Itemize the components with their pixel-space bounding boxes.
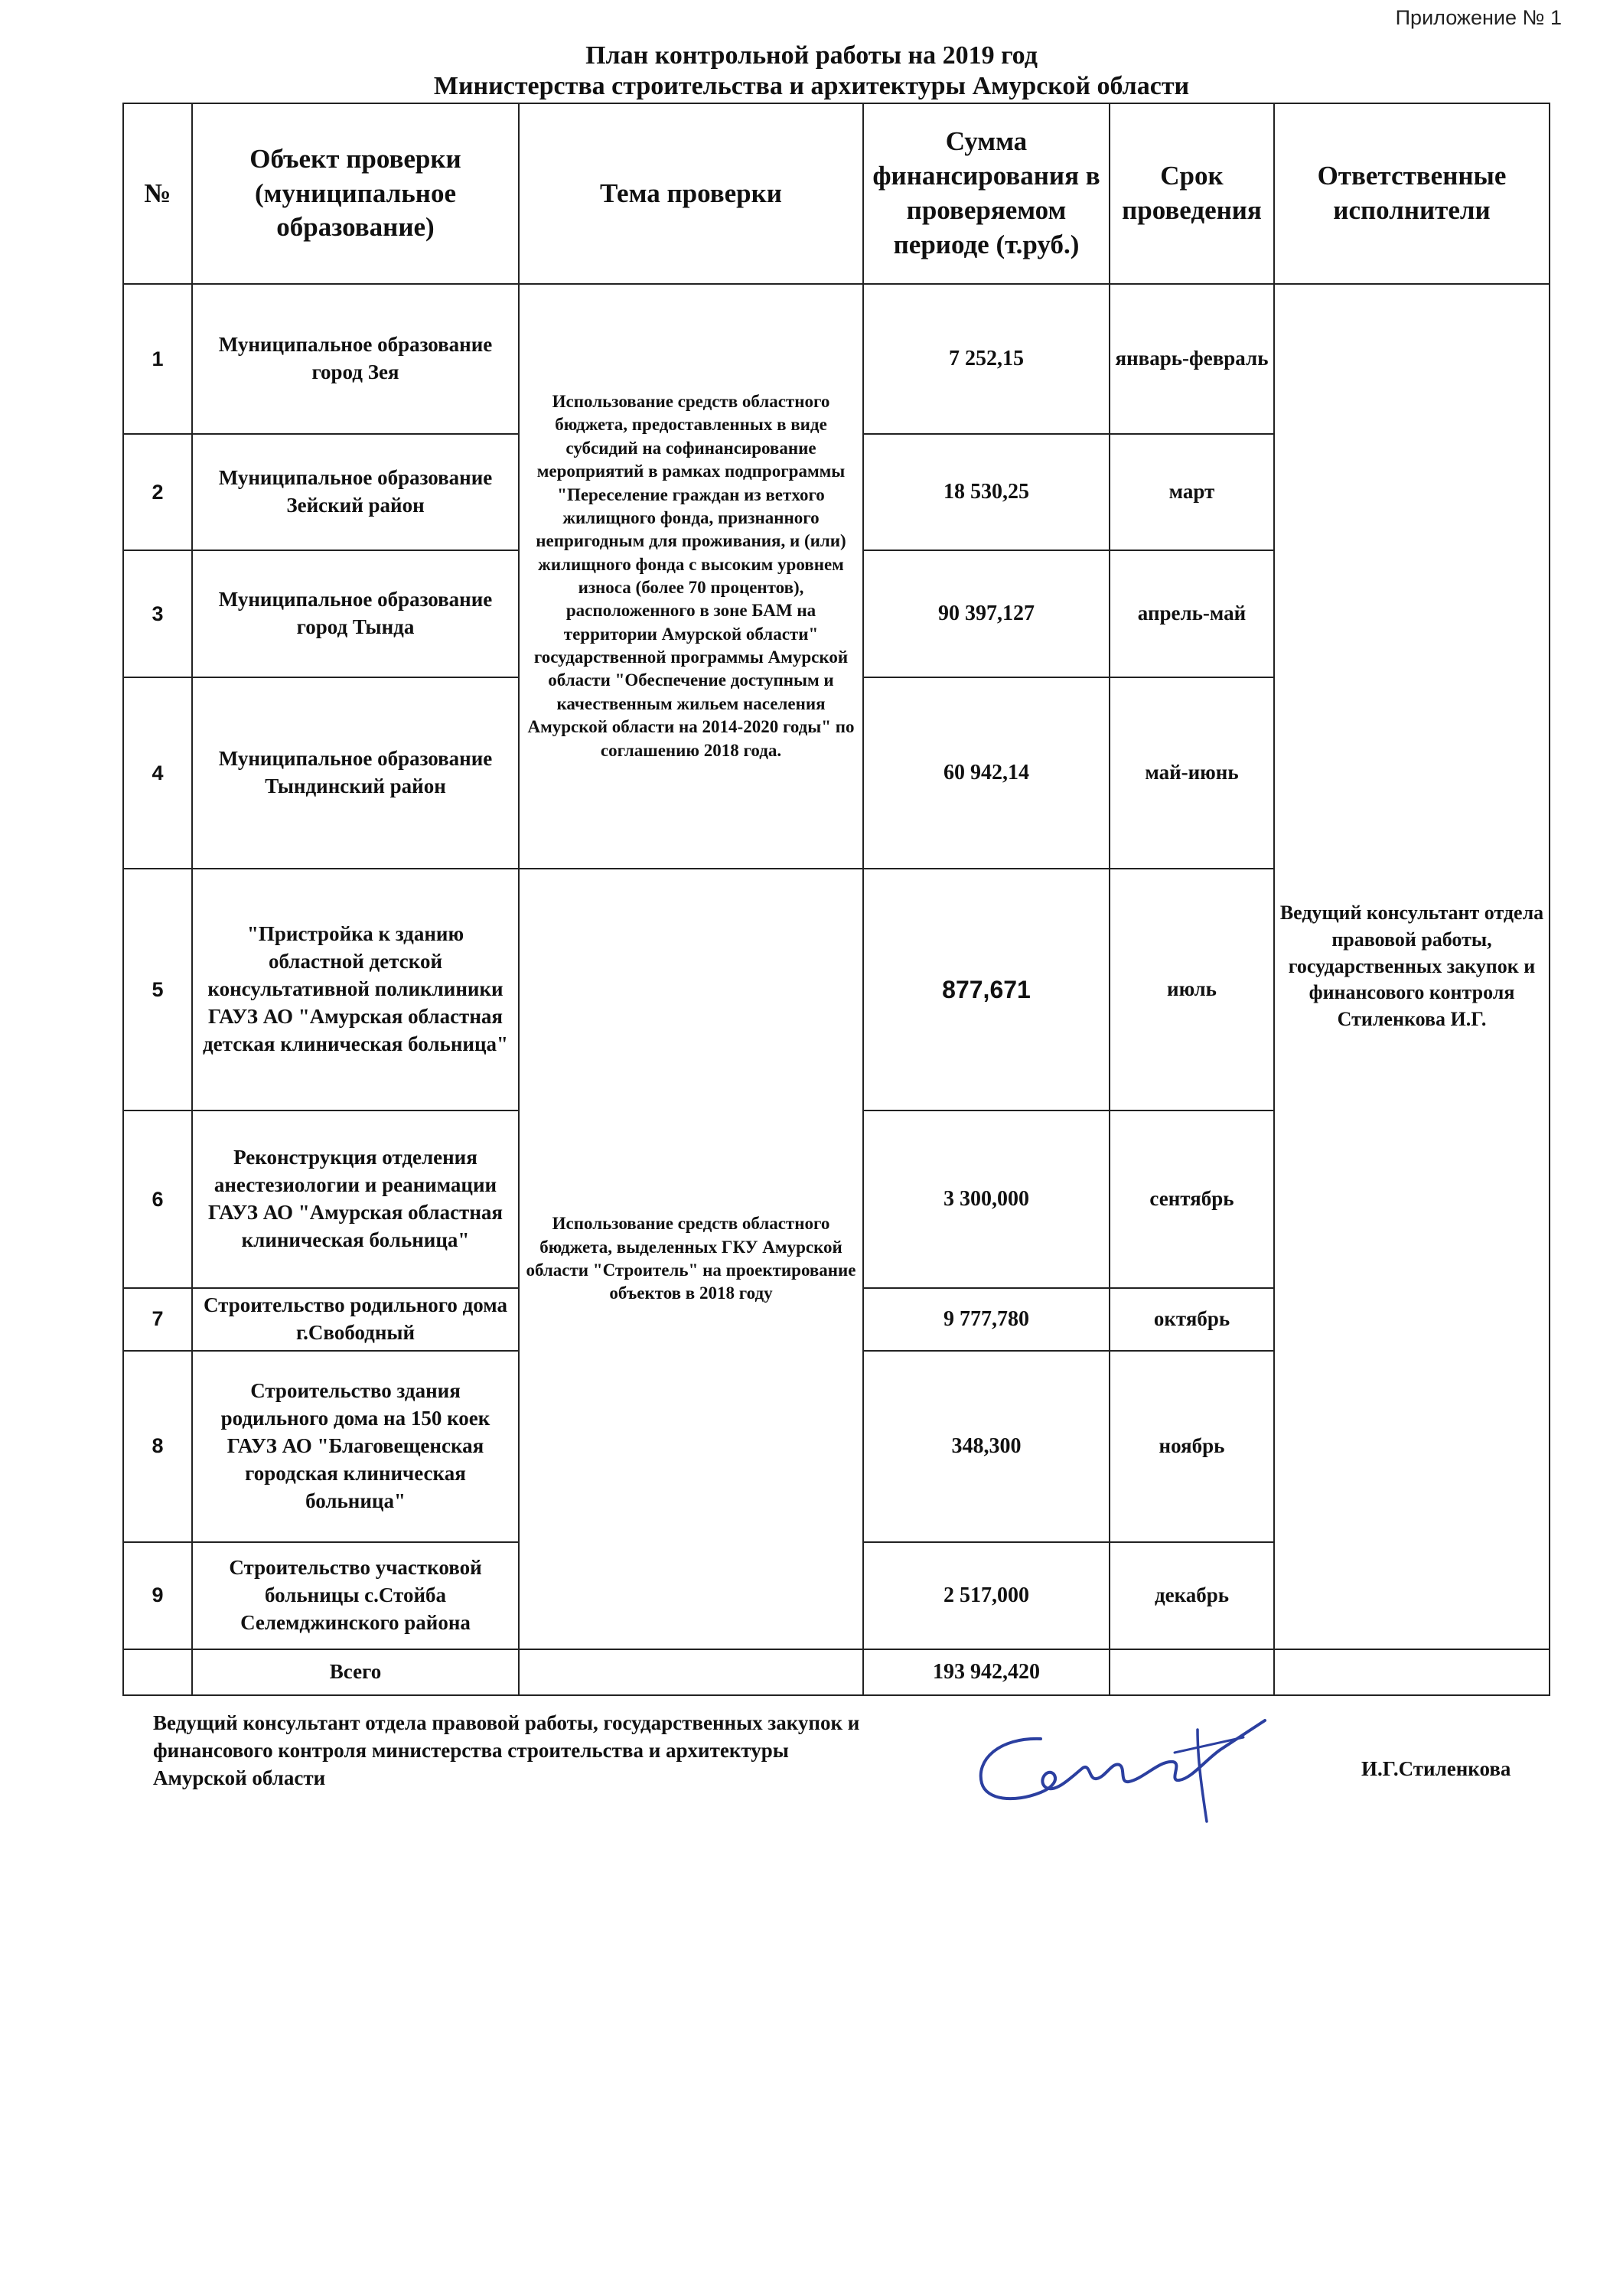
row-num: 1 [123, 284, 192, 434]
row-num: 7 [123, 1288, 192, 1351]
total-sum: 193 942,420 [863, 1649, 1110, 1695]
header-responsible: Ответственные исполнители [1274, 103, 1550, 284]
header-period: Срок проведения [1110, 103, 1274, 284]
row-period: октябрь [1110, 1288, 1274, 1351]
appendix-label: Приложение № 1 [1395, 6, 1562, 29]
row-sum: 9 777,780 [863, 1288, 1110, 1351]
total-num-cell [123, 1649, 192, 1695]
row-sum: 2 517,000 [863, 1542, 1110, 1649]
control-plan-table [122, 103, 1550, 1696]
row-object: Муниципальное образование город Зея [192, 284, 519, 434]
header-object: Объект проверки (муниципальное образование) [192, 103, 519, 284]
row-num: 4 [123, 677, 192, 869]
topic-group-2: Использование средств областного бюджета, выделенных ГКУ Амурской области "Строитель" на проектирование объектов в 2018 году [519, 869, 863, 1649]
row-sum: 348,300 [863, 1351, 1110, 1542]
row-period: сентябрь [1110, 1110, 1274, 1288]
row-object: Строительство здания родильного дома на 150 коек ГАУЗ АО "Благовещенская городская клиническая больница" [192, 1351, 519, 1542]
row-period: ноябрь [1110, 1351, 1274, 1542]
row-period: апрель-май [1110, 550, 1274, 677]
row-object: Реконструкция отделения анестезиологии и реанимации ГАУЗ АО "Амурская областная клиническая больница" [192, 1110, 519, 1288]
row-num: 8 [123, 1351, 192, 1542]
table-row [123, 284, 1550, 434]
row-sum: 60 942,14 [863, 677, 1110, 869]
row-sum: 877,671 [863, 869, 1110, 1110]
row-period: декабрь [1110, 1542, 1274, 1649]
row-sum: 90 397,127 [863, 550, 1110, 677]
total-topic-cell [519, 1649, 863, 1695]
topic-group-1: Использование средств областного бюджета, предоставленных в виде субсидий на софинансирование мероприятий в рамках подпрограммы "Переселение граждан из ветхого жилищного фонда, признанного непригодным для проживания, и (или) жилищного фонда с высоким уровнем износа (более 70 процентов), расположенного в зоне БАМ на территории Амурской области" государственной программы Амурской области "Обеспечение доступным и качественным жильем населения Амурской области на 2014-2020 годы" по соглашению 2018 года. [519, 284, 863, 869]
page-title: План контрольной работы на 2019 год [585, 41, 1038, 70]
row-object: Муниципальное образование Тындинский район [192, 677, 519, 869]
table-total-row [123, 1649, 1550, 1695]
row-period: март [1110, 434, 1274, 550]
row-period: январь-февраль [1110, 284, 1274, 434]
row-num: 5 [123, 869, 192, 1110]
header-topic: Тема проверки [519, 103, 863, 284]
row-object: Муниципальное образование город Тында [192, 550, 519, 677]
row-sum: 3 300,000 [863, 1110, 1110, 1288]
handwritten-signature [968, 1707, 1270, 1829]
row-object: Строительство участковой больницы с.Стойба Селемджинского района [192, 1542, 519, 1649]
row-num: 2 [123, 434, 192, 550]
row-num: 3 [123, 550, 192, 677]
row-object: "Пристройка к зданию областной детской консультативной поликлиники ГАУЗ АО "Амурская областная детская клиническая больница" [192, 869, 519, 1110]
responsible-cell: Ведущий консультант отдела правовой работы, государственных закупок и финансового контроля Стиленкова И.Г. [1274, 284, 1550, 1649]
page-subtitle: Министерства строительства и архитектуры Амурской области [433, 72, 1190, 100]
table-header-row [123, 103, 1550, 284]
total-period-cell [1110, 1649, 1274, 1695]
row-num: 6 [123, 1110, 192, 1288]
signer-position: Ведущий консультант отдела правовой работы, государственных закупок и финансового контроля министерства строительства и архитектуры Амурской области [153, 1711, 860, 1789]
row-object: Строительство родильного дома г.Свободный [192, 1288, 519, 1351]
row-sum: 7 252,15 [863, 284, 1110, 434]
row-period: июль [1110, 869, 1274, 1110]
header-sum: Сумма финансирования в проверяемом периоде (т.руб.) [863, 103, 1110, 284]
total-responsible-cell [1274, 1649, 1550, 1695]
row-sum: 18 530,25 [863, 434, 1110, 550]
header-num: № [123, 103, 192, 284]
row-period: май-июнь [1110, 677, 1274, 869]
signer-name: И.Г.Стиленкова [1361, 1757, 1511, 1780]
row-num: 9 [123, 1542, 192, 1649]
row-object: Муниципальное образование Зейский район [192, 434, 519, 550]
total-label: Всего [192, 1649, 519, 1695]
